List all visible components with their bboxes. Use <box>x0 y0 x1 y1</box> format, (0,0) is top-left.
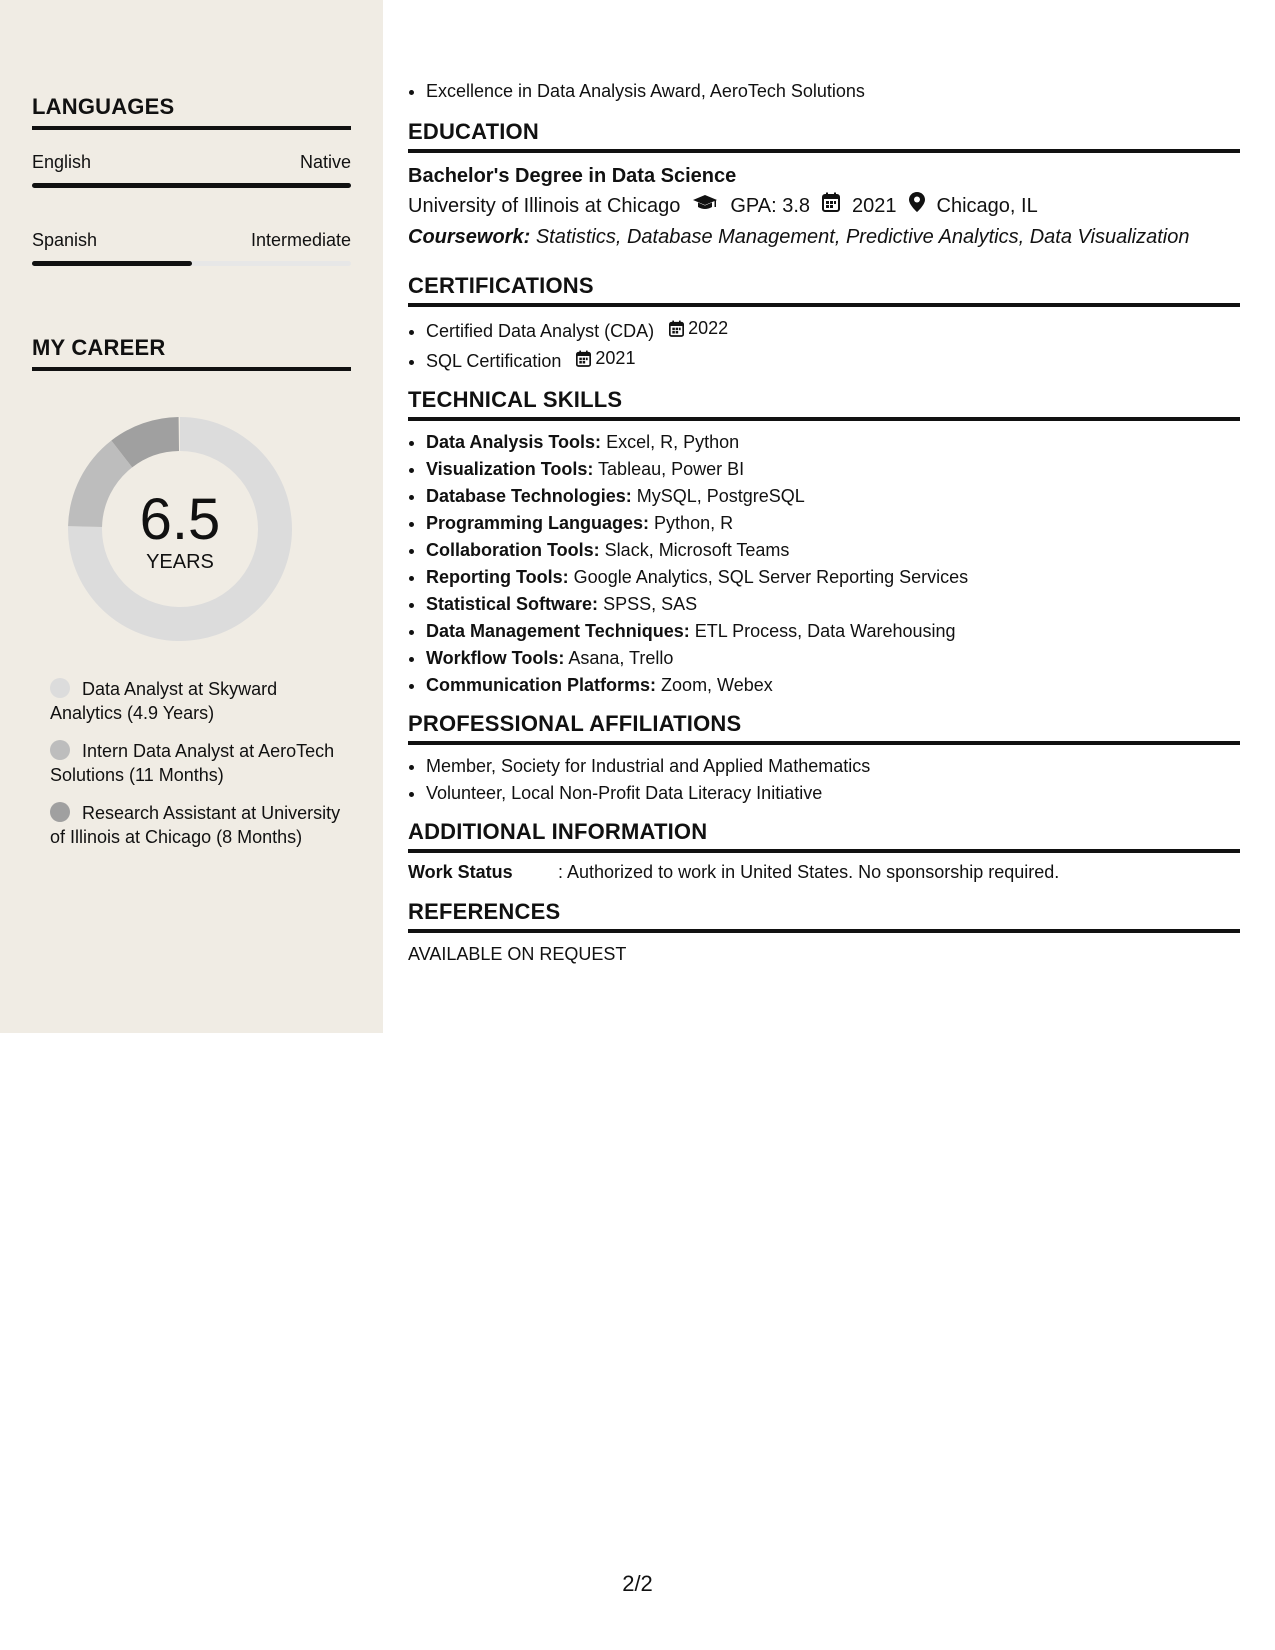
education-year: 2021 <box>852 195 897 217</box>
skill-item <box>426 483 1240 510</box>
work-status-label: Work Status <box>408 862 513 882</box>
affiliation-item: • Volunteer, Local Non-Profit Data Literacy Initiative <box>426 780 1240 807</box>
career-role-label: Data Analyst at Skyward Analytics (4.9 Years) <box>50 679 278 723</box>
career-donut-chart <box>66 415 294 643</box>
skill-item <box>426 537 1240 564</box>
page-number: 2/2 <box>622 1571 653 1596</box>
skill-label: Visualization Tools: <box>426 459 594 479</box>
language-name: Spanish <box>32 230 98 250</box>
language-level: Intermediate <box>250 230 351 250</box>
education-heading: EDUCATION <box>408 119 1240 153</box>
legend-dot-icon <box>50 802 70 822</box>
career-role-label: Research Assistant at University of Illinois at Chicago (8 Months) <box>50 803 341 847</box>
skill-value: Asana, Trello <box>568 648 674 668</box>
education-school: University of Illinois at Chicago <box>408 195 681 217</box>
education-degree: Bachelor's Degree in Data Science <box>408 165 737 187</box>
skill-label: Programming Languages: <box>426 513 650 533</box>
certifications-section <box>408 315 1240 375</box>
skill-value: Google Analytics, SQL Server Reporting Services <box>573 567 969 587</box>
certification-name: SQL Certification <box>426 351 562 371</box>
certification-year: 2022 <box>688 318 729 338</box>
calendar-icon <box>822 191 840 222</box>
award-item: • Excellence in Data Analysis Award, AeroTech Solutions <box>426 78 1240 105</box>
education-section <box>408 161 1240 253</box>
language-proficiency-fill <box>32 183 351 188</box>
education-location: Chicago, IL <box>936 195 1038 217</box>
language-item <box>32 152 351 188</box>
skill-label: Reporting Tools: <box>426 567 569 587</box>
career-total-value: 6.5 <box>139 487 221 552</box>
career-legend-item <box>50 677 350 725</box>
skill-value: SPSS, SAS <box>603 594 698 614</box>
language-name: English <box>32 152 92 172</box>
career-section <box>32 335 351 371</box>
additional-info-section <box>408 859 1240 885</box>
skill-value: Python, R <box>654 513 734 533</box>
skill-value: Slack, Microsoft Teams <box>604 540 790 560</box>
calendar-icon <box>669 320 684 337</box>
skill-item <box>426 672 1240 699</box>
education-details <box>408 191 1240 222</box>
work-status-value: : Authorized to work in United States. No sponsorship required. <box>558 862 1060 882</box>
language-proficiency-bar <box>32 261 351 266</box>
skill-value: Zoom, Webex <box>661 675 773 695</box>
certification-name: Certified Data Analyst (CDA) <box>426 321 655 341</box>
certification-item <box>426 345 1240 375</box>
map-pin-icon <box>909 191 925 222</box>
career-role-label: Intern Data Analyst at AeroTech Solutions (11 Months) <box>50 741 335 785</box>
career-heading: MY CAREER <box>32 335 351 371</box>
career-legend <box>50 677 350 863</box>
affiliation-item: • Member, Society for Industrial and Applied Mathematics <box>426 753 1240 780</box>
graduation-cap-icon <box>692 191 718 222</box>
skill-item <box>426 456 1240 483</box>
skill-label: Communication Platforms: <box>426 675 657 695</box>
coursework-value: Statistics, Database Management, Predictive Analytics, Data Visualization <box>535 226 1190 248</box>
language-proficiency-fill <box>32 261 192 266</box>
affiliations-section <box>408 753 1240 807</box>
education-gpa: GPA: 3.8 <box>730 195 811 217</box>
language-item <box>32 230 351 266</box>
awards-list <box>408 78 1240 105</box>
technical-skills-section <box>408 429 1240 699</box>
skill-value: MySQL, PostgreSQL <box>636 486 805 506</box>
main-content <box>408 78 1240 967</box>
skill-label: Collaboration Tools: <box>426 540 600 560</box>
skill-label: Database Technologies: <box>426 486 632 506</box>
education-coursework <box>408 222 1240 253</box>
skill-label: Data Analysis Tools: <box>426 432 602 452</box>
sidebar <box>0 0 383 1033</box>
calendar-icon <box>576 350 591 367</box>
skill-item <box>426 429 1240 456</box>
affiliations-heading: PROFESSIONAL AFFILIATIONS <box>408 711 1240 745</box>
technical-skills-heading: TECHNICAL SKILLS <box>408 387 1240 421</box>
skill-label: Data Management Techniques: <box>426 621 690 641</box>
language-level: Native <box>299 152 351 172</box>
skill-item <box>426 591 1240 618</box>
certifications-heading: CERTIFICATIONS <box>408 273 1240 307</box>
skill-item <box>426 564 1240 591</box>
career-legend-item <box>50 739 350 787</box>
career-total <box>66 487 294 574</box>
career-total-unit: YEARS <box>146 551 214 573</box>
references-text: AVAILABLE ON REQUEST <box>408 944 627 964</box>
skill-item <box>426 618 1240 645</box>
certification-item <box>426 315 1240 345</box>
skill-item <box>426 510 1240 537</box>
languages-heading: LANGUAGES <box>32 94 351 130</box>
skill-value: Tableau, Power BI <box>598 459 745 479</box>
skill-label: Workflow Tools: <box>426 648 565 668</box>
career-legend-item <box>50 801 350 849</box>
legend-dot-icon <box>50 740 70 760</box>
skill-label: Statistical Software: <box>426 594 599 614</box>
certification-year: 2021 <box>595 348 636 368</box>
additional-info-heading: ADDITIONAL INFORMATION <box>408 819 1240 853</box>
references-heading: REFERENCES <box>408 899 1240 933</box>
skill-value: ETL Process, Data Warehousing <box>694 621 956 641</box>
languages-section <box>32 94 351 266</box>
skill-item <box>426 645 1240 672</box>
coursework-label: Coursework: <box>408 226 531 248</box>
skill-value: Excel, R, Python <box>606 432 740 452</box>
legend-dot-icon <box>50 678 70 698</box>
language-proficiency-bar <box>32 183 351 188</box>
